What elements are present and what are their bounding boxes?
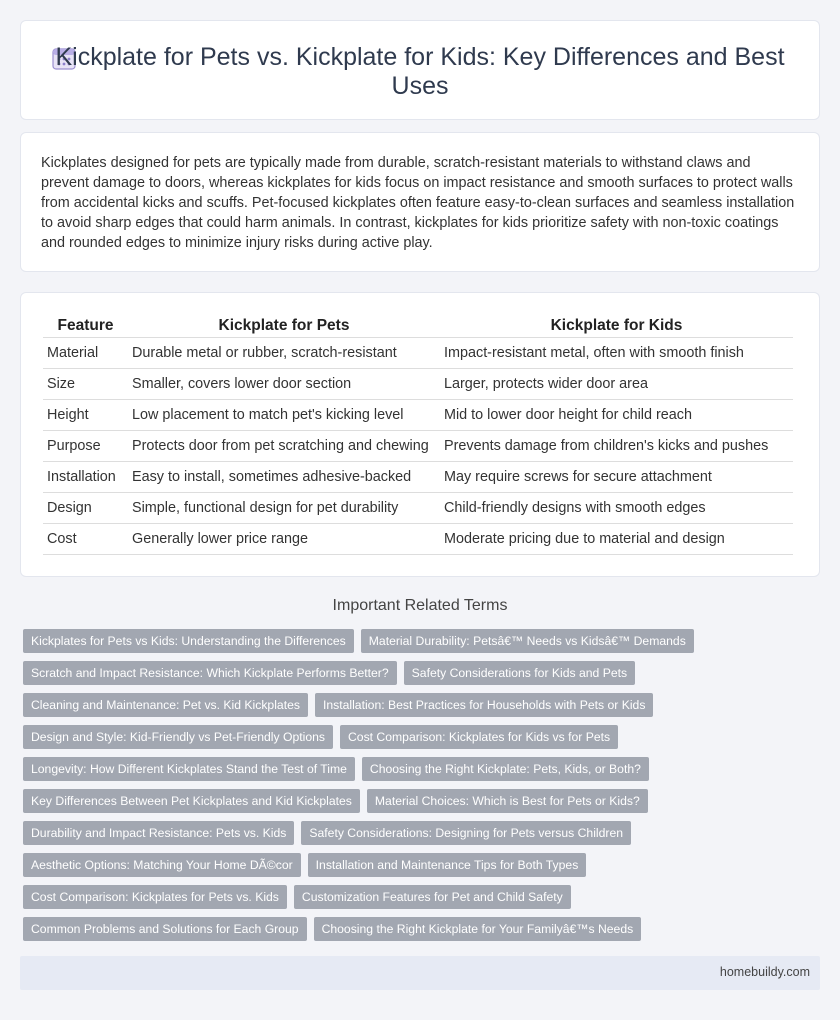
related-term-tag[interactable]: Material Durability: Petsâ€™ Needs vs Kidsâ€™ Demands xyxy=(361,629,694,653)
table-cell: Low placement to match pet's kicking level xyxy=(128,399,440,430)
table-cell: Prevents damage from children's kicks and pushes xyxy=(440,430,793,461)
related-term-tag[interactable]: Safety Considerations: Designing for Pets versus Children xyxy=(301,821,631,845)
table-row xyxy=(43,430,793,461)
related-term-tag[interactable]: Choosing the Right Kickplate: Pets, Kids, or Both? xyxy=(362,757,649,781)
intro-text: Kickplates designed for pets are typically made from durable, scratch-resistant materials to withstand claws and prevent damage to doors, whereas kickplates for kids focus on impact resistance and smooth surfaces to protect walls from accidental kicks and scuffs. Pet-focused kickplates often feature easy-to-clean surfaces and seamless installation to avoid sharp edges that could harm animals. In contrast, kickplates for kids prioritize safety with non-toxic coatings and rounded edges to minimize injury risks during active play. xyxy=(41,155,795,251)
related-term-tag[interactable]: Longevity: How Different Kickplates Stand the Test of Time xyxy=(23,757,355,781)
table-cell: Smaller, covers lower door section xyxy=(128,368,440,399)
table-cell: Height xyxy=(43,399,128,430)
related-term-tag[interactable]: Scratch and Impact Resistance: Which Kickplate Performs Better? xyxy=(23,661,397,685)
table-cell: Mid to lower door height for child reach xyxy=(440,399,793,430)
table-cell: Child-friendly designs with smooth edges xyxy=(440,492,793,523)
footer-site-link[interactable]: homebuildy.com xyxy=(719,965,810,979)
column-header: Kickplate for Kids xyxy=(440,315,793,337)
table-cell: Larger, protects wider door area xyxy=(440,368,793,399)
table-row xyxy=(43,523,793,554)
related-term-tag[interactable]: Kickplates for Pets vs Kids: Understanding the Differences xyxy=(23,629,354,653)
related-terms-list xyxy=(23,629,803,949)
table-header-row xyxy=(43,315,793,337)
table-cell: Simple, functional design for pet durability xyxy=(128,492,440,523)
table-row xyxy=(43,492,793,523)
table-cell: May require screws for secure attachment xyxy=(440,461,793,492)
comparison-table-card xyxy=(20,292,820,577)
table-cell: Durable metal or rubber, scratch-resistant xyxy=(128,337,440,368)
related-term-tag[interactable]: Common Problems and Solutions for Each Group xyxy=(23,917,307,941)
table-row xyxy=(43,337,793,368)
comparison-table xyxy=(43,315,793,555)
table-row xyxy=(43,368,793,399)
related-term-tag[interactable]: Installation: Best Practices for Households with Pets or Kids xyxy=(315,693,653,717)
table-row xyxy=(43,461,793,492)
table-row xyxy=(43,399,793,430)
related-term-tag[interactable]: Choosing the Right Kickplate for Your Familyâ€™s Needs xyxy=(314,917,642,941)
related-term-tag[interactable]: Cost Comparison: Kickplates for Kids vs for Pets xyxy=(340,725,618,749)
column-header: Kickplate for Pets xyxy=(128,315,440,337)
related-term-tag[interactable]: Design and Style: Kid-Friendly vs Pet-Friendly Options xyxy=(23,725,333,749)
column-header: Feature xyxy=(43,315,128,337)
table-cell: Generally lower price range xyxy=(128,523,440,554)
table-cell: Impact-resistant metal, often with smooth finish xyxy=(440,337,793,368)
related-term-tag[interactable]: Aesthetic Options: Matching Your Home DÃ©cor xyxy=(23,853,301,877)
page-title: Kickplate for Pets vs. Kickplate for Kids: Key Differences and Best Uses xyxy=(55,43,785,100)
table-cell: Material xyxy=(43,337,128,368)
related-term-tag[interactable]: Cost Comparison: Kickplates for Pets vs. Kids xyxy=(23,885,287,909)
table-cell: Moderate pricing due to material and design xyxy=(440,523,793,554)
related-term-tag[interactable]: Durability and Impact Resistance: Pets vs. Kids xyxy=(23,821,294,845)
intro-card xyxy=(20,132,820,272)
table-cell: Size xyxy=(43,368,128,399)
footer xyxy=(20,956,820,990)
table-cell: Purpose xyxy=(43,430,128,461)
related-term-tag[interactable]: Safety Considerations for Kids and Pets xyxy=(404,661,635,685)
table-cell: Design xyxy=(43,492,128,523)
table-cell: Cost xyxy=(43,523,128,554)
related-terms-heading: Important Related Terms xyxy=(332,597,508,614)
related-term-tag[interactable]: Key Differences Between Pet Kickplates and Kid Kickplates xyxy=(23,789,360,813)
table-cell: Protects door from pet scratching and chewing xyxy=(128,430,440,461)
related-term-tag[interactable]: Installation and Maintenance Tips for Both Types xyxy=(308,853,587,877)
related-term-tag[interactable]: Customization Features for Pet and Child Safety xyxy=(294,885,571,909)
related-term-tag[interactable]: Material Choices: Which is Best for Pets or Kids? xyxy=(367,789,648,813)
header-card xyxy=(20,20,820,120)
table-cell: Easy to install, sometimes adhesive-backed xyxy=(128,461,440,492)
related-term-tag[interactable]: Cleaning and Maintenance: Pet vs. Kid Kickplates xyxy=(23,693,308,717)
table-cell: Installation xyxy=(43,461,128,492)
